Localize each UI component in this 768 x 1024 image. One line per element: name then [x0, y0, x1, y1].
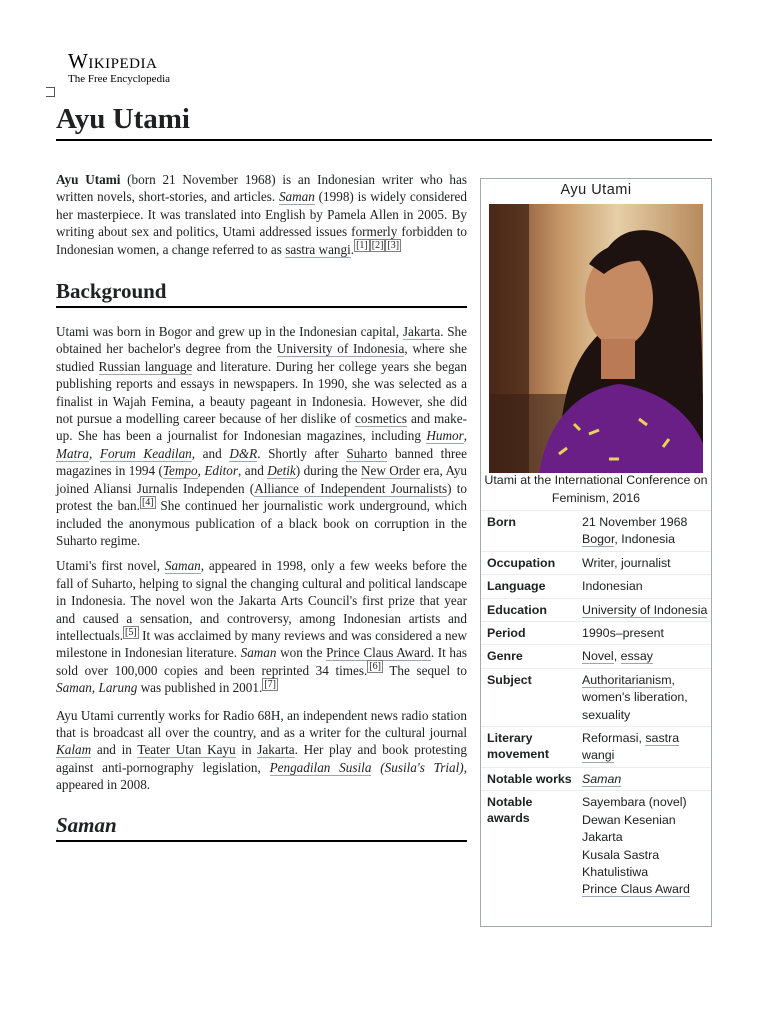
infobox-row-education: Education University of Indonesia	[481, 598, 711, 621]
ref-6[interactable]: [6]	[369, 661, 381, 673]
link-prince-claus-award[interactable]: Prince Claus Award	[326, 645, 431, 661]
larung-text: Larung	[98, 680, 138, 696]
link-kalam[interactable]: Kalam	[56, 742, 92, 758]
toc-toggle-icon[interactable]	[46, 87, 55, 97]
link-tempo[interactable]: Tempo	[162, 463, 198, 479]
section-heading-saman: Saman	[56, 812, 467, 842]
background-paragraph-2: Utami's first novel, Saman, appeared in 1998, only a few weeks before the fall of Suharto, helping to signal the changing cultural and political landscape in Indonesia. The novel won the Jakarta Arts Council's first prize that year and caused a sensation, and controversy, among Indonesian artists and intellectuals. [5] It was acclaimed by many reviews and was considered a new milestone in Indonesian literature. Saman won the Prince Claus Award. It has sold over 100,000 copies and been reprinted 34 times. [6] The sequel to Saman, Larung was published in 2001. [7]	[56, 558, 468, 696]
link-bogor[interactable]: Bogor	[582, 532, 615, 547]
link-university-of-indonesia[interactable]: University of Indonesia	[276, 341, 405, 357]
link-matra[interactable]: Matra	[56, 445, 89, 461]
link-jakarta[interactable]: Jakarta	[402, 324, 441, 340]
link-teater-utan-kayu[interactable]: Teater Utan Kayu	[137, 742, 236, 758]
link-detik[interactable]: Detik	[267, 463, 296, 479]
link-prince-claus-award-infobox[interactable]: Prince Claus Award	[582, 882, 690, 897]
ref-2[interactable]: [2]	[371, 240, 384, 252]
logo-wordmark: Wikipedia	[68, 49, 158, 73]
link-alliance-of-independent-journalists[interactable]: Alliance of Independent Journalists	[254, 480, 448, 496]
subject-name: Ayu Utami	[56, 172, 121, 187]
link-novel[interactable]: Novel	[582, 649, 614, 664]
infobox-rows	[481, 510, 711, 901]
link-d-and-r[interactable]: D&R	[229, 445, 258, 461]
link-essay[interactable]: essay	[620, 649, 653, 664]
award-item: Sayembara (novel) Dewan Kesenian Jakarta	[582, 795, 687, 845]
wikipedia-logo[interactable]	[68, 50, 170, 85]
link-university-of-indonesia-infobox[interactable]: University of Indonesia	[582, 602, 708, 617]
link-cosmetics[interactable]: cosmetics	[355, 411, 408, 427]
portrait-photo[interactable]	[489, 204, 703, 473]
saman-text-2: Saman	[56, 680, 92, 696]
link-jakarta-2[interactable]: Jakarta	[257, 742, 295, 758]
editor-text: Editor	[204, 463, 239, 479]
link-forum-keadilan[interactable]: Forum Keadilan	[99, 445, 192, 461]
link-suharto[interactable]: Suharto	[346, 445, 388, 461]
ref-4[interactable]: [4]	[141, 496, 154, 508]
infobox-row-language: Language Indonesian	[481, 574, 711, 597]
link-pengadilan-susila[interactable]: Pengadilan Susila	[269, 759, 372, 775]
logo-tagline: The Free Encyclopedia	[68, 73, 171, 85]
saman-text: Saman	[240, 645, 277, 661]
link-humor[interactable]: Humor	[426, 428, 464, 444]
section-heading-background: Background	[56, 278, 467, 308]
infobox-row-notable-awards: Notable awards Sayembara (novel) Dewan Kesenian Jakarta Kusala Sastra Khatulistiwa Prince Claus Award	[481, 790, 711, 900]
intro-paragraph: Ayu Utami (born 21 November 1968) is an Indonesian writer who has written novels, short-stories, and articles. Saman (1998) is widely considered her masterpiece. It was translated into English by Pamela Allen in 2005. By writing about sex and politics, Utami addressed issues formerly forbidden to Indonesian women, a change referred to as sastra wangi. [1] [2] [3]	[56, 172, 467, 257]
link-saman[interactable]: Saman	[278, 189, 315, 205]
ref-7[interactable]: [7]	[264, 678, 276, 690]
infobox-row-notable-works: Notable works Saman	[481, 767, 711, 790]
infobox-row-period: Period 1990s–present	[481, 621, 711, 644]
link-russian-language[interactable]: Russian language	[98, 358, 193, 374]
infobox-row-literary-movement: Literary movement Reformasi, sastra wangi	[481, 726, 711, 767]
infobox-title: Ayu Utami	[560, 182, 632, 198]
susila-trial-text: (Susila's Trial)	[371, 759, 464, 775]
link-new-order[interactable]: New Order	[360, 463, 421, 479]
infobox-row-occupation: Occupation Writer, journalist	[481, 551, 711, 574]
ref-5[interactable]: [5]	[125, 626, 137, 638]
link-saman-2[interactable]: Saman	[164, 558, 201, 574]
ref-3[interactable]: [3]	[387, 240, 400, 252]
infobox-row-genre: Genre Novel, essay	[481, 644, 711, 667]
link-sastra-wangi[interactable]: sastra wangi	[285, 241, 351, 257]
background-paragraph-1: Utami was born in Bogor and grew up in the Indonesian capital, Jakarta. She obtained her bachelor's degree from the University of Indonesia, where she studied Russian language and literature. During her college years she began publishing reports and essays in newspapers. In 1990, she was selected as a finalist in Wajah Femina, a beauty pageant in Indonesia. However, she did not pursue a modelling career because of her dislike of cosmetics and make-up. She has been a journalist for Indonesian magazines, including Humor, Matra, Forum Keadilan, and D&R. Shortly after Suharto banned three magazines in 1994 (Tempo, Editor, and Detik) during the New Order era, Ayu joined Aliansi Jurnalis Independen (Alliance of Independent Journalists) to protest the ban. [4] She continued her journalistic work underground, which included the anonymous publication of a black book on corruption in the Suharto regime.	[56, 324, 468, 548]
link-authoritarianism[interactable]: Authoritarianism	[582, 672, 672, 687]
link-sastra-wangi-infobox[interactable]: sastra wangi	[582, 731, 680, 763]
award-item: Kusala Sastra Khatulistiwa	[582, 847, 660, 879]
page-title: Ayu Utami	[56, 100, 712, 141]
ref-1[interactable]: [1]	[356, 240, 368, 252]
photo-caption: Utami at the International Conference on Feminism, 2016	[484, 473, 708, 505]
infobox-row-born: Born 21 November 1968 Bogor, Indonesia	[481, 510, 711, 551]
article-body	[56, 171, 467, 842]
infobox-row-subject: Subject Authoritarianism, women's liberation, sexuality	[481, 668, 711, 726]
infobox	[480, 178, 712, 927]
link-saman-infobox[interactable]: Saman	[582, 771, 622, 786]
background-paragraph-3: Ayu Utami currently works for Radio 68H, an independent news radio station that is broadcast all over the country, and as a writer for the cultural journal Kalam and in Teater Utan Kayu in Jakarta. Her play and book protesting against anti-pornography legislation, Pengadilan Susila (Susila's Trial), appeared in 2008.	[56, 707, 467, 793]
